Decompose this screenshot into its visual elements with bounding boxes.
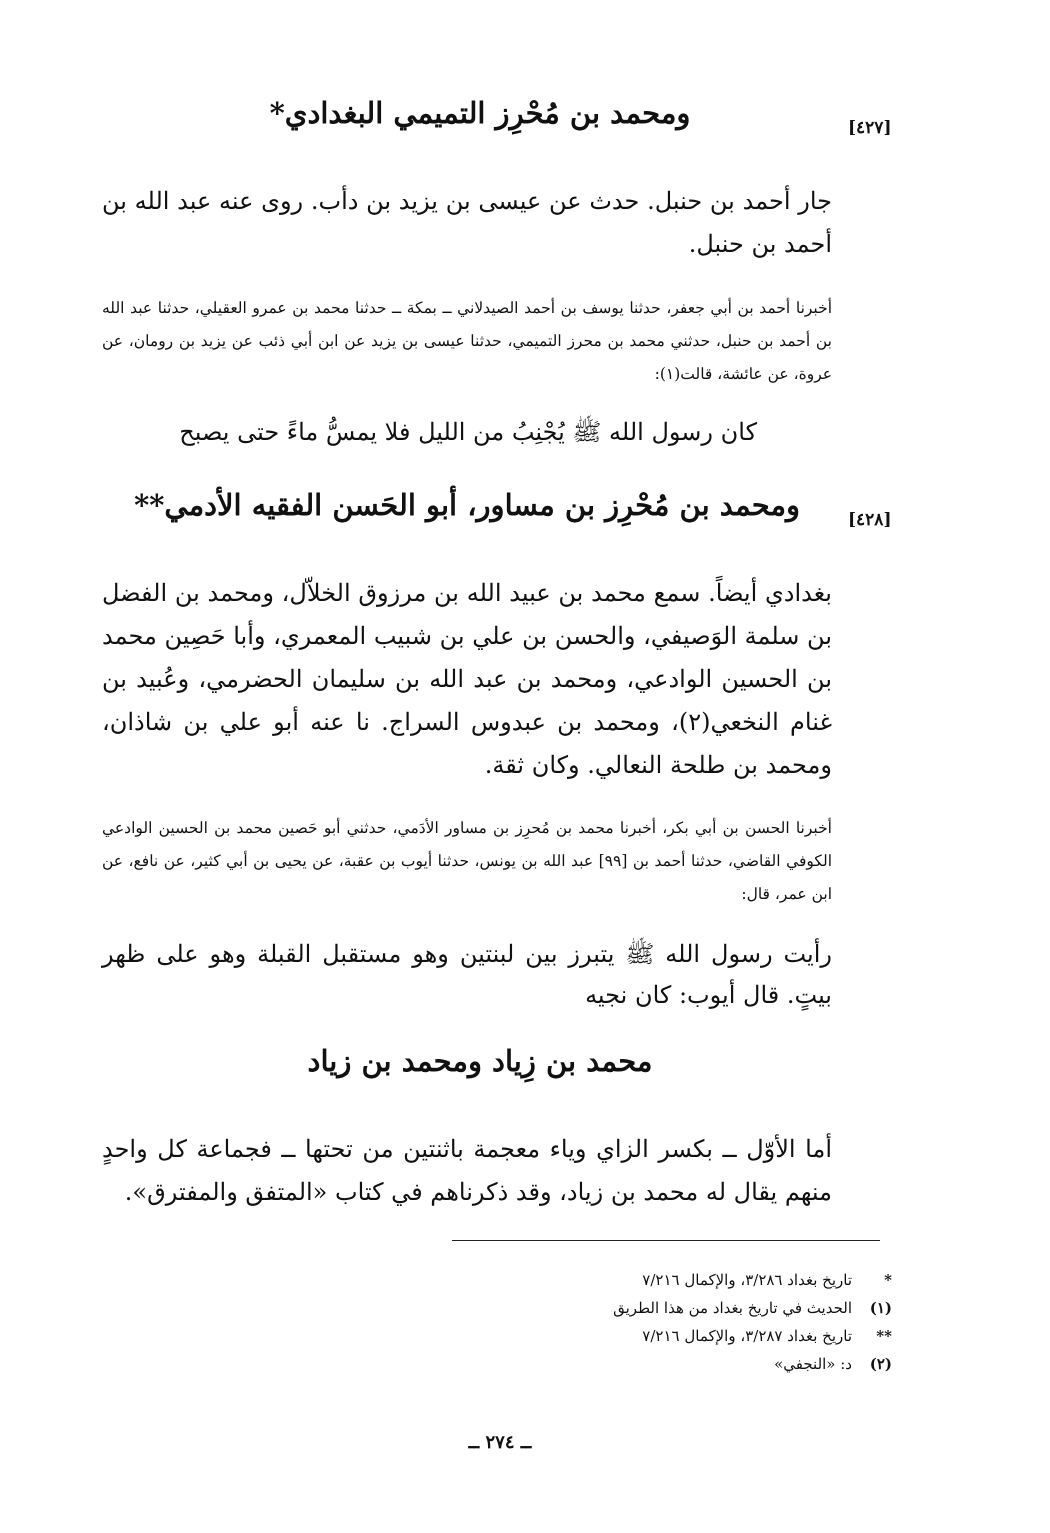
footnote-marker: *	[884, 1271, 892, 1289]
footnote-text: د: «النجفي»	[774, 1355, 852, 1373]
footnote	[452, 1350, 892, 1378]
footnotes	[452, 1266, 892, 1378]
footnote-text: تاريخ بغداد ٣/٢٨٦، والإكمال ٧/٢١٦	[642, 1271, 852, 1289]
entry-bio-428: بغدادي أيضاً. سمع محمد بن عبيد الله بن مرزوق الخلاّل، ومحمد بن الفضل بن سلمة الوَصيفي، والحسن بن علي بن شبيب المعمري، وأبا حَصِين محمد بن الحسين الوادعي، ومحمد بن عبد الله بن سليمان الحضرمي، وعُبيد بن غنام النخعي(٢)، ومحمد بن عبدوس السراج. نا عنه أبو علي بن شاذان، ومحمد بن طلحة النعالي. وكان ثقة.	[102, 579, 832, 779]
footnote-marker: (١)	[869, 1299, 892, 1317]
entry-number-427: [٤٢٧]	[848, 118, 892, 138]
footnote-marker: **	[876, 1327, 892, 1345]
section-heading: محمد بن زِياد ومحمد بن زياد	[307, 1044, 653, 1078]
entry-heading-427: ومحمد بن مُحْرِز التميمي البغدادي*	[269, 96, 691, 130]
entry-matn-428: رأيت رسول الله ﷺ يتبرز بين لبنتين وهو مستقبل القبلة وهو على ظهر بيتٍ. قال أيوب: كان نجيه	[102, 940, 832, 1009]
entry-bio-427: جار أحمد بن حنبل. حدث عن عيسى بن يزيد بن دأب. روى عنه عبد الله بن أحمد بن حنبل.	[102, 187, 832, 258]
entry-matn-427: كان رسول الله ﷺ يُجْنِبُ من الليل فلا يمسُّ ماءً حتى يصبح	[179, 418, 757, 446]
entry-isnad-428: أخبرنا الحسن بن أبي بكر، أخبرنا محمد بن مُحرِز بن مساور الأدَمي، حدثني أبو حَصين محمد بن الحسين الوادعي الكوفي القاضي، حدثنا أحمد بن [٩٩] عبد الله بن يونس، حدثنا أيوب بن عقبة، عن يحيى بن أبي كثير، عن نافع، عن ابن عمر، قال:	[102, 819, 832, 903]
footnote-separator	[452, 1240, 880, 1241]
footnote-text: تاريخ بغداد ٣/٢٨٧، والإكمال ٧/٢١٦	[642, 1327, 852, 1345]
entry-number-428: [٤٢٨]	[848, 510, 892, 530]
footnote	[452, 1322, 892, 1350]
entry-isnad-427: أخبرنا أحمد بن أبي جعفر، حدثنا يوسف بن أحمد الصيدلاني ــ بمكة ــ حدثنا محمد بن عمرو العقيلي، حدثنا عبد الله بن أحمد بن حنبل، حدثني محمد بن محرز التميمي، حدثنا عيسى بن يزيد عن ابن أبي ذئب عن يزيد بن رومان، عن عروة، عن عائشة، قالت(١):	[102, 299, 832, 383]
footnote-text: الحديث في تاريخ بغداد من هذا الطريق	[613, 1299, 852, 1317]
footnote-marker: (٢)	[869, 1355, 892, 1373]
footnote	[452, 1266, 892, 1294]
section-body: أما الأوّل ــ بكسر الزاي وياء معجمة باثنتين من تحتها ــ فجماعة كل واحدٍ منهم يقال له محمد بن زياد، وقد ذكرناهم في كتاب «المتفق والمفترق».	[102, 1135, 832, 1206]
page-number: ــ ٢٧٤ ــ	[468, 1432, 532, 1453]
footnote	[452, 1294, 892, 1322]
entry-heading-428: ومحمد بن مُحْرِز بن مساور، أبو الحَسن الفقيه الأدمي**	[134, 488, 800, 522]
